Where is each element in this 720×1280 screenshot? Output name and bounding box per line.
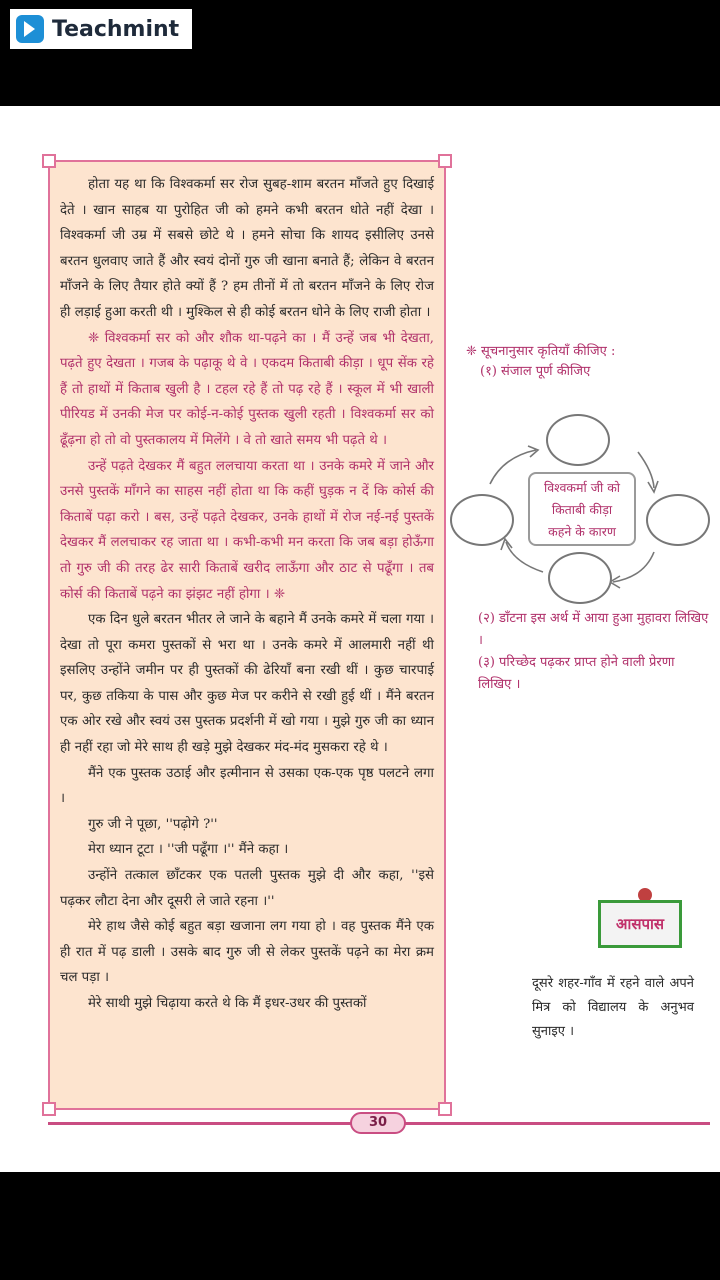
web-blank-circle — [548, 552, 612, 604]
paragraph: मेरा ध्यान टूटा । ''जी पढूँगा ।'' मैंने कहा । — [88, 842, 289, 858]
web-blank-circle — [450, 494, 514, 546]
web-center-line: विश्वकर्मा जी को — [543, 480, 621, 495]
paragraph: उन्होंने तत्काल छाँटकर एक पतली पुस्तक मुझे दी और कहा, ''इसे पढ़कर लौटा देना और दूसरी ले जाते रहना ।'' — [60, 868, 434, 909]
activity-task-2: (२) डाँटना इस अर्थ में आया हुआ मुहावरा लिखिए । — [478, 611, 709, 648]
corner-ornament — [42, 1102, 56, 1116]
bottom-bar — [0, 1172, 720, 1280]
paragraph-highlighted: उन्हें पढ़ते देखकर मैं बहुत ललचाया करता था । उनके कमरे में जाने और उनसे पुस्तकें माँगने का साहस नहीं होता था कि कहीं घुड़क न दें कि कोर्स की किताबें पढ़ा करो । बस, उन्हें पढ़ते देखकर, उनके हाथों में रोज नई-नई पुस्तकें देखकर मैं ललचाकर रह जाता था । कभी-कभी मन करता कि जब बड़ा होऊँगा तो गुरु जी की तरह ढेर सारी किताबें खरीद लाऊँगा और ठाट से पढूँगा । तब कोर्स की किताबें पढ़ने का झंझट नहीं होगा । ❈ — [60, 458, 434, 602]
corner-ornament — [438, 154, 452, 168]
web-blank-circle — [546, 414, 610, 466]
paragraph: एक दिन धुले बरतन भीतर ले जाने के बहाने मैं उनके कमरे में चला गया । देखा तो पूरा कमरा पुस्तकों से भरा था । उनके कमरे में आलमारी नहीं थी इसलिए उन्होंने जमीन पर ही पुस्तकों की ढेरियाँ बना रखी थीं । कुछ चारपाई पर, कुछ तकिया के पास और कुछ मेज पर करीने से रखी हुई थीं । मैंने बरतन एक ओर रखे और स्वयं उस पुस्तक प्रदर्शनी में खो गया । मुझे गुरु जी का ध्यान ही नहीं रहा जो मेरे साथ ही खड़े मुझे देखकर मंद-मंद मुसकरा रहे थे । — [60, 612, 434, 756]
top-bar — [0, 0, 720, 106]
web-blank-circle — [646, 494, 710, 546]
teachmint-logo-icon — [16, 15, 44, 43]
web-center-line: किताबी कीड़ा — [551, 502, 613, 517]
web-center-box — [528, 472, 636, 546]
paragraph: मैंने एक पुस्तक उठाई और इत्मीनान से उसका एक-एक पृष्ठ पलटने लगा । — [60, 765, 434, 807]
paragraph: होता यह था कि विश्वकर्मा सर रोज सुबह-शाम बरतन माँजते हुए दिखाई देते । खान साहब या पुरोहित जी को हमने कभी बरतन धोते नहीं देखा । विश्वकर्मा जी उम्र में सबसे छोटे थे । हमने सोचा कि शायद इसीलिए उनसे बरतन धुलवाए जाते हैं और स्वयं दोनों गुरु जी खाना बनाते हैं; लेकिन वे बरतन माँजने के लिए तैयार होते क्यों हैं ? हम तीनों में तो बरतन माँजने के लिए रोज ही लड़ाई हुआ करती थी । मुश्किल से ही कोई बरतन धोने के लिए राजी होता । — [60, 177, 434, 320]
story-text-box — [48, 160, 446, 1110]
activity-task-3: (३) परिच्छेद पढ़कर प्राप्त होने वाली प्रेरणा लिखिए । — [478, 655, 675, 692]
paragraph-highlighted: ❈ विश्वकर्मा सर को और शौक था-पढ़ने का । मैं उन्हें जब भी देखता, पढ़ते हुए देखता । गजब के पढ़ाकू थे वे । एकदम किताबी कीड़ा । धूप सेंक रहे हैं तो हाथों में किताब खुली है । टहल रहे हैं तो पढ़ रहे हैं । स्कूल में भी खाली पीरियड में उनकी मेज पर कोई-न-कोई पुस्तक खुली रहती । विश्वकर्मा सर को ढूँढ़ना हो तो वो पुस्तकालय में मिलेंगे । वे तो खाते समय भी पढ़ते थे । — [60, 330, 434, 448]
paragraph: गुरु जी ने पूछा, ''पढ़ोगे ?'' — [88, 816, 218, 832]
concept-web — [448, 402, 716, 612]
aaspaas-text: दूसरे शहर-गाँव में रहने वाले अपने मित्र को विद्यालय के अनुभव सुनाइए । — [532, 976, 694, 1039]
web-center-line: कहने के कारण — [548, 524, 616, 539]
activity-title: ❈ सूचनानुसार कृतियाँ कीजिए : — [466, 344, 616, 359]
teachmint-logo — [10, 9, 192, 49]
corner-ornament — [438, 1102, 452, 1116]
corner-ornament — [42, 154, 56, 168]
activity-section — [466, 342, 711, 382]
paragraph: मेरे हाथ जैसे कोई बहुत बड़ा खजाना लग गया हो । वह पुस्तक मैंने एक ही रात में पढ़ डाली । उसके बाद गुरु जी से लेकर पुस्तकें पढ़ने का मेरा क्रम चल पड़ा । — [60, 919, 434, 986]
page-number: 30 — [350, 1112, 406, 1134]
brand-name: Teachmint — [52, 16, 180, 42]
paragraph: मेरे साथी मुझे चिढ़ाया करते थे कि मैं इधर-उधर की पुस्तकों — [88, 996, 367, 1011]
aaspaas-badge — [594, 888, 686, 970]
textbook-page — [0, 106, 720, 1172]
activity-task-1: (१) संजाल पूर्ण कीजिए — [480, 364, 591, 379]
aaspaas-label: आसपास — [598, 900, 682, 948]
